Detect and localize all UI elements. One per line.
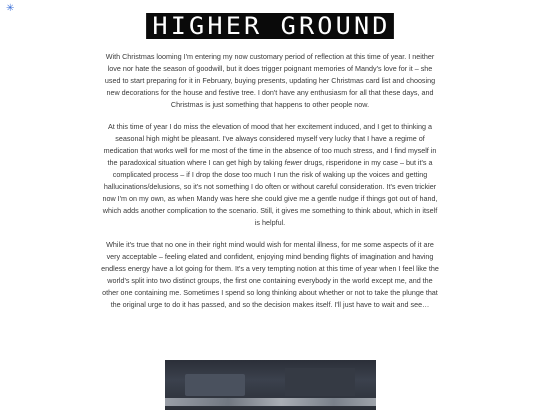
post-paragraph-2	[100, 121, 440, 229]
asterisk-icon: ✳	[6, 3, 15, 14]
post-image	[165, 360, 376, 410]
post-image-detail	[285, 368, 355, 396]
post-paragraph-3: While it's true that no one in their right mind would wish for mental illness, for me some aspects of it are very acceptable – feeling elated and confident, enjoying mind bending flights of imagination and having endless energy have a lot going for them. It's a very tempting notion at this time of year when I feel like the world's split into two distinct groups, the first one containing everybody in the world except me, and the other one containing me. Sometimes I spend so long thinking about whether or not to take the plunge that the original urge to do it has passed, and so the decision makes itself. I'll just have to wait and see…	[101, 240, 439, 309]
post-image-detail	[185, 374, 245, 396]
post-paragraph-1: With Christmas looming I'm entering my now customary period of reflection at this time of year. I neither love nor hate the season of goodwill, but it does trigger poignant memories of Mandy's love for it – she used to start preparing for it in February, buying presents, updating her Christmas card list and choosing new decorations for the house and festive tree. I don't have any enthusiasm for all that these days, and Christmas is just something that happens to other people now.	[104, 52, 436, 109]
blog-post-body	[100, 51, 440, 321]
post-paragraph-2-part-a: At this time of year I do miss the elevation of mood that her excitement induced, and I get to thinking a seasonal high might be pleasant. I've always considered myself very lucky that I have a regime of medication that works well for me most of the time in the absence of too much stress, and I find myself in the paradoxical situation where I can get high by taking	[103, 122, 437, 167]
post-paragraph-2-emphasis: fewer	[284, 158, 303, 167]
site-header	[0, 13, 540, 39]
site-title[interactable]: HIGHER GROUND	[146, 13, 394, 39]
post-paragraph-2-part-b: drugs, risperidone in my case – but it's a complicated process – if I drop the dose too much I run the risk of waking up the voices and getting hallucinations/delusions, so it's not something I do often or without careful consideration. It's even trickier now I'm on my own, as when Mandy was here she could give me a gentle nudge if things got out of hand, which adds another complication to the scenario. Still, it gives me something to think about, which in itself is helpful.	[102, 158, 438, 227]
